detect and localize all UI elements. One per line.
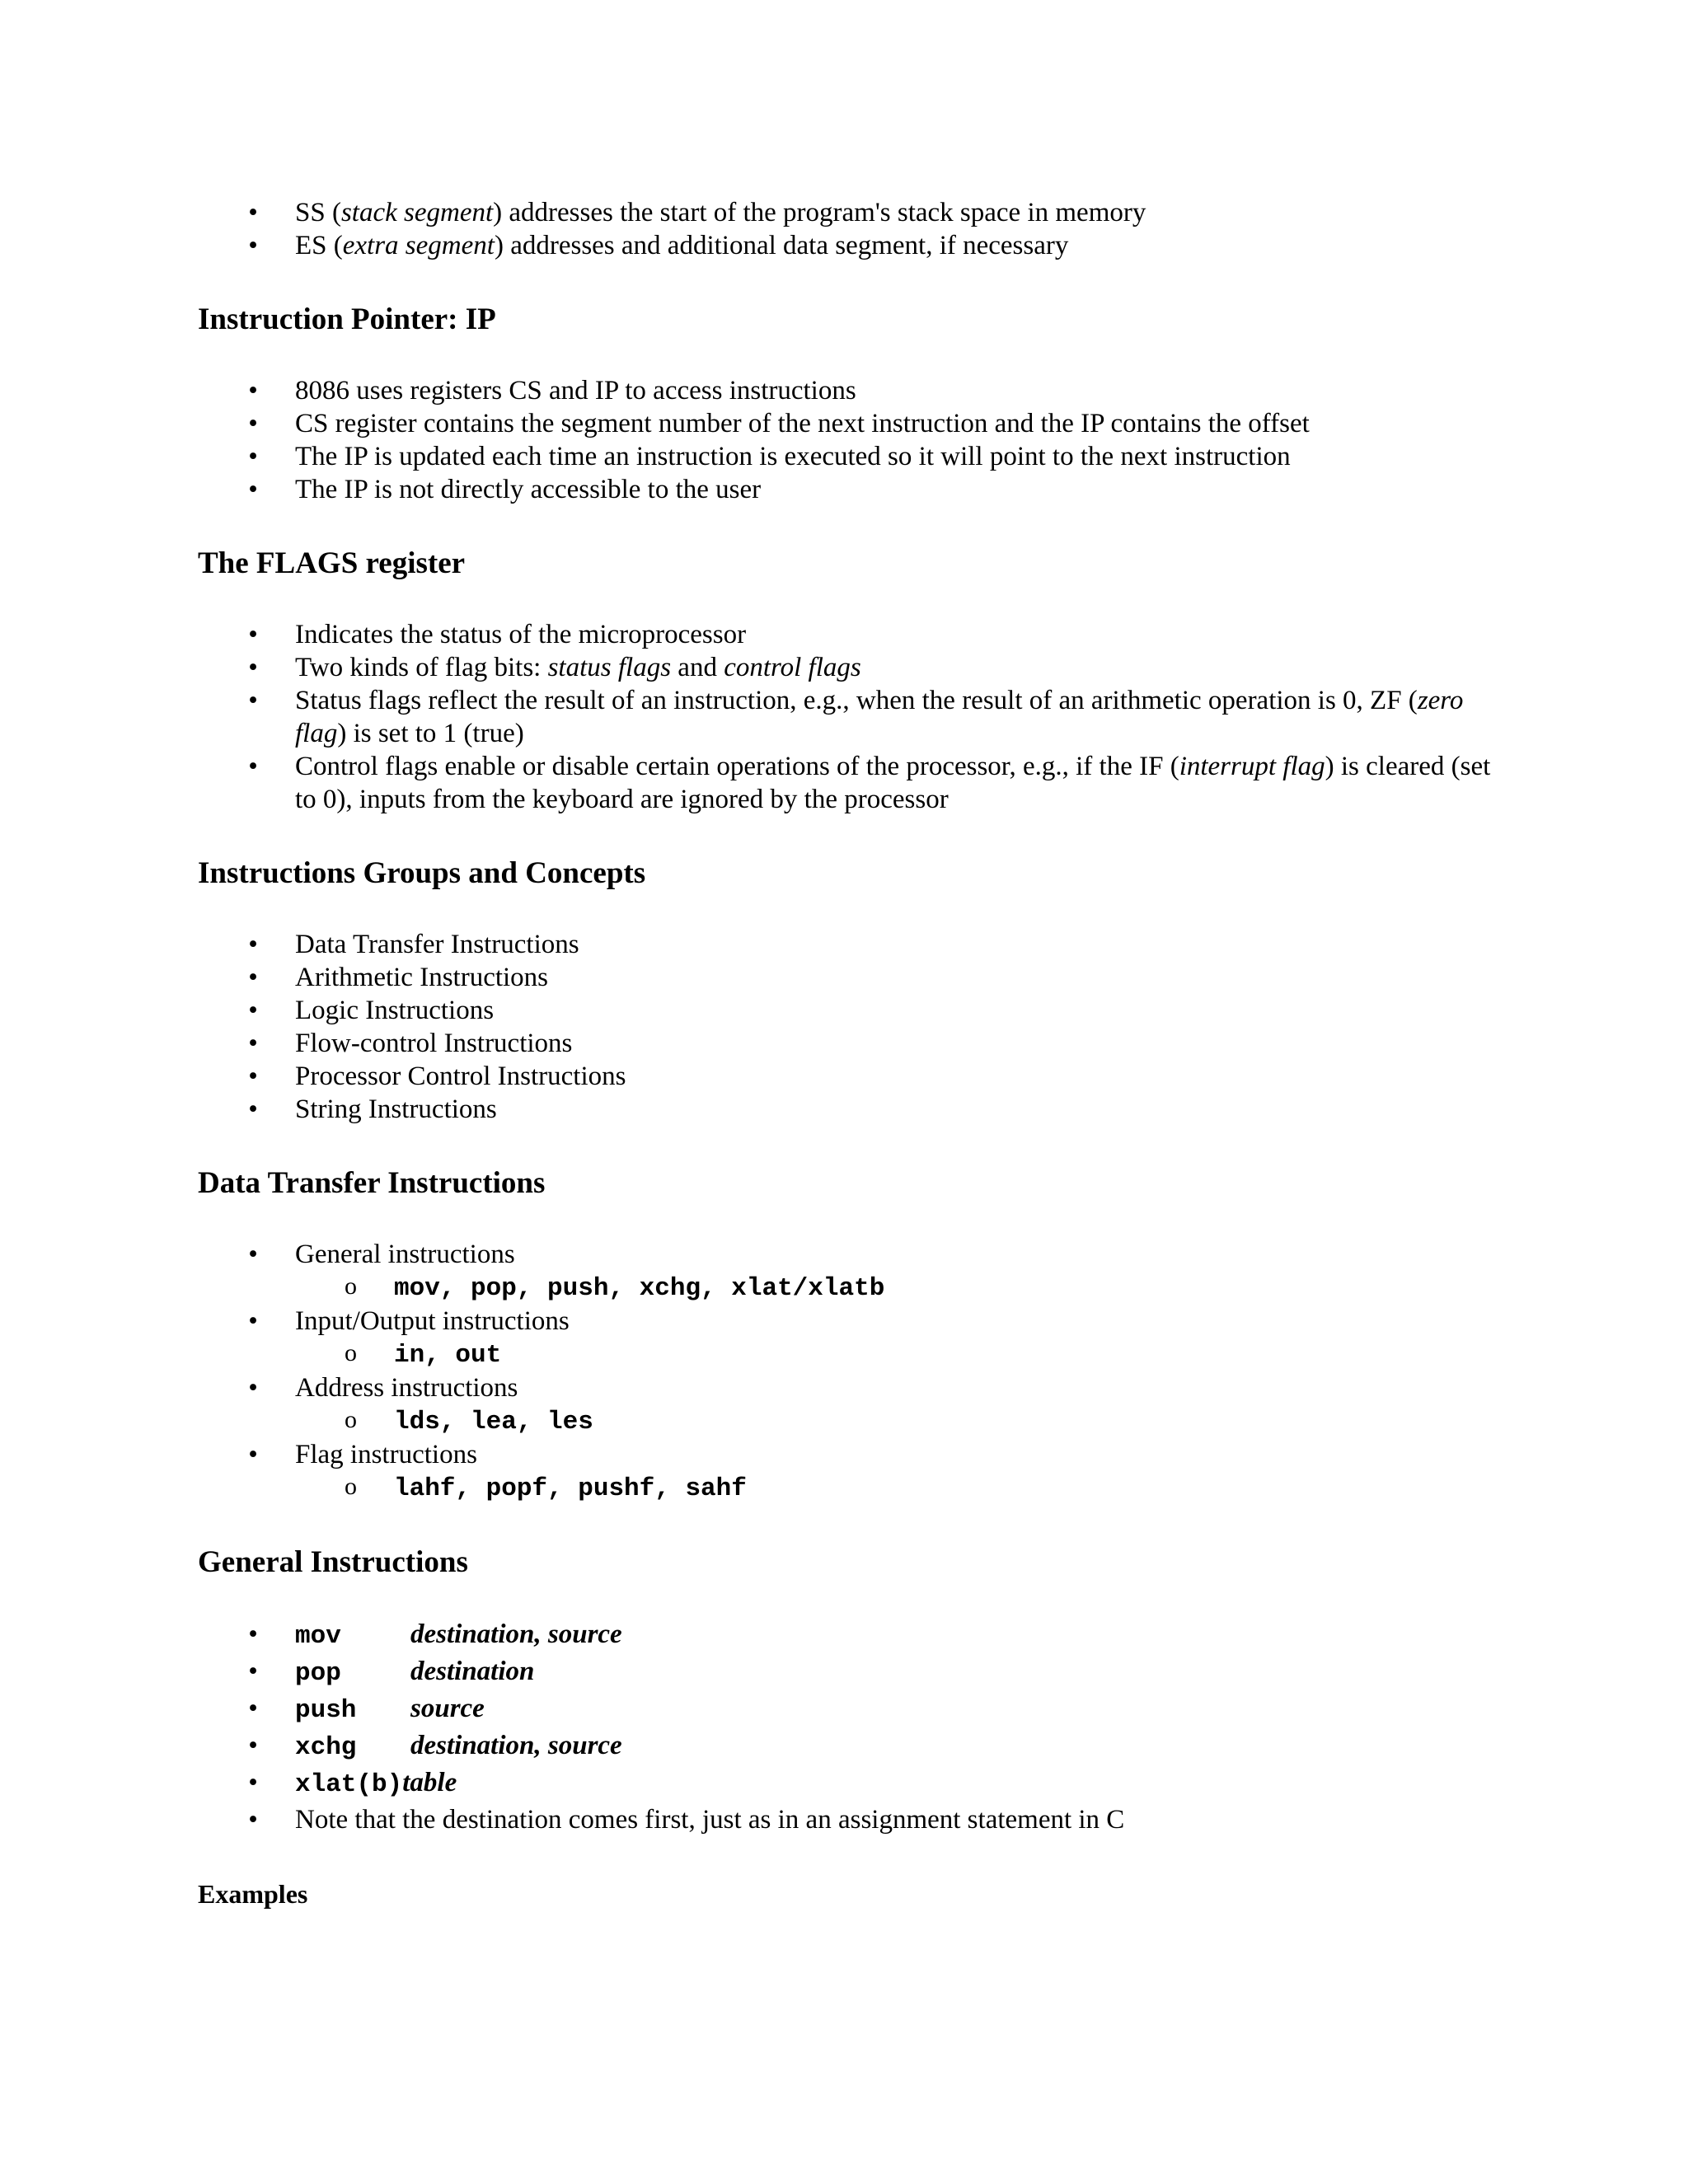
list-item: • Processor Control Instructions [198,1060,1517,1093]
sub-list [295,1471,1517,1505]
list-item: • SS (stack segment) addresses the start of the program's stack space in memory [198,196,1517,229]
instruction-name: push [295,1696,357,1725]
bullet-icon: • [248,1029,258,1058]
instruction-operands: source [410,1694,485,1723]
list-item: • The IP is not directly accessible to the user [198,473,1517,506]
section-heading-general-instructions: General Instructions [198,1545,468,1579]
sub-bullet-icon: o [345,1473,357,1500]
general-instructions-list [198,1617,1517,1838]
instruction-name: mov [295,1622,341,1651]
code-text: mov, pop, push, xchg, xlat/xlatb [394,1274,885,1303]
list-item [198,1765,1517,1802]
list-item: • Input/Output instructions o in, out [198,1305,1517,1371]
bullet-icon: • [248,996,258,1025]
list-item: • Data Transfer Instructions [198,928,1517,961]
list-item: • Status flags reflect the result of an instruction, e.g., when the result of an arithmetic operation is 0, ZF (zero flag) is set to 1 (true) [198,684,1517,750]
list-item [198,1654,1517,1691]
bullet-icon: • [248,1694,258,1723]
instruction-name: xlat(b) [295,1770,403,1799]
code-text: in, out [394,1341,502,1370]
sub-bullet-icon: o [345,1339,357,1366]
examples-heading: Examples [198,1879,308,1909]
sub-list [295,1404,1517,1438]
sub-list-item [198,1338,1517,1371]
section-heading-flags-register: The FLAGS register [198,546,466,580]
instruction-operands: destination [410,1657,535,1686]
section-heading-instruction-groups: Instructions Groups and Concepts [198,856,646,890]
data-transfer-list [198,1238,1517,1505]
list-item: • 8086 uses registers CS and IP to access instructions [198,374,1517,407]
bullet-icon: • [248,1062,258,1091]
instruction-pointer-list [198,374,1517,506]
bullet-icon: • [248,620,258,649]
bullet-icon: • [248,1306,258,1336]
list-item: • Indicates the status of the microprocessor [198,618,1517,651]
list-item: • General instructions o mov, pop, push, xchg, xlat/xlatb [198,1238,1517,1305]
general-instructions-note: Note that the destination comes first, just as in an assignment statement in C [295,1805,1125,1835]
bullet-icon: • [248,409,258,438]
document-page [198,196,1517,1910]
list-item: • Logic Instructions [198,994,1517,1027]
list-item: • Two kinds of flag bits: status flags and control flags [198,651,1517,684]
instruction-name: pop [295,1659,341,1688]
instruction-operands: destination, source [410,1731,622,1760]
list-item: • Control flags enable or disable certain operations of the processor, e.g., if the IF (interrupt flag) is cleared (set to 0), inputs from the keyboard are ignored by the processor [198,750,1517,816]
sub-list-item [198,1404,1517,1438]
list-item: • String Instructions [198,1093,1517,1126]
bullet-icon: • [248,1805,258,1835]
list-item: • Flow-control Instructions [198,1027,1517,1060]
bullet-icon: • [248,376,258,405]
bullet-icon: • [248,752,258,781]
instruction-operands: destination, source [410,1619,622,1649]
bullet-icon: • [248,1094,258,1124]
list-item: • Address instructions o lds, lea, les [198,1371,1517,1438]
bullet-icon: • [248,1440,258,1469]
code-text: lahf, popf, pushf, sahf [394,1474,747,1503]
list-item: • The IP is updated each time an instruction is executed so it will point to the next instruction [198,440,1517,473]
bullet-icon: • [248,653,258,682]
list-item: • CS register contains the segment number of the next instruction and the IP contains the offset [198,407,1517,440]
list-item [198,1802,1517,1838]
instruction-name: xchg [295,1733,357,1762]
bullet-icon: • [248,442,258,471]
bullet-icon: • [248,963,258,992]
list-item [198,1728,1517,1765]
code-text: lds, lea, les [394,1408,593,1436]
list-item [198,1691,1517,1728]
bullet-icon: • [248,1240,258,1269]
bullet-icon: • [248,1731,258,1760]
sub-list [295,1271,1517,1305]
section-heading-data-transfer: Data Transfer Instructions [198,1166,546,1200]
segment-register-list [198,196,1517,262]
bullet-icon: • [248,198,258,227]
section-heading-instruction-pointer: Instruction Pointer: IP [198,302,496,336]
list-item: • ES (extra segment) addresses and additional data segment, if necessary [198,229,1517,262]
bullet-icon: • [248,1768,258,1797]
list-item: • Arithmetic Instructions [198,961,1517,994]
bullet-icon: • [248,1657,258,1686]
flags-register-list [198,618,1517,816]
bullet-icon: • [248,686,258,715]
sub-list-item [198,1271,1517,1305]
list-item [198,1617,1517,1654]
sub-list-item [198,1471,1517,1505]
bullet-icon: • [248,930,258,959]
bullet-icon: • [248,231,258,260]
sub-bullet-icon: o [345,1406,357,1433]
sub-list [295,1338,1517,1371]
instruction-operands: table [402,1768,457,1797]
list-item: • Flag instructions o lahf, popf, pushf, sahf [198,1438,1517,1505]
bullet-icon: • [248,475,258,504]
bullet-icon: • [248,1619,258,1649]
instruction-groups-list [198,928,1517,1126]
sub-bullet-icon: o [345,1272,357,1300]
bullet-icon: • [248,1373,258,1403]
